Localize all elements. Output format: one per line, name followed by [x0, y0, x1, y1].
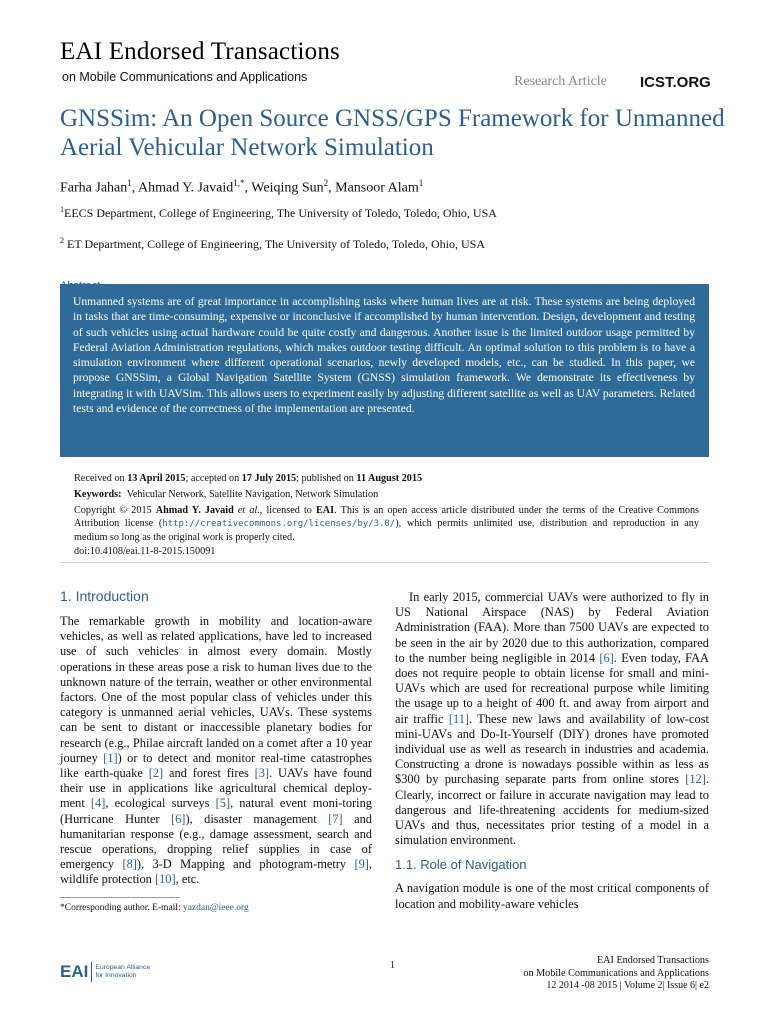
footnote-text: *Corresponding author. E-mail:: [60, 903, 181, 913]
doi-line: [74, 545, 699, 558]
received-line: [74, 472, 699, 485]
body-paragraph: A navigation module is one of the most critical components of location and mobility-aware vehicles: [395, 881, 709, 911]
abstract-text: Unmanned systems are of great importance in accomplishing tasks where human lives are at risk. These systems are being deployed in tasks that are time-consuming, expensive or inconclusive if accomplished by human intervention. Design, development and testing of such vehicles using actual hardware could be quite costly and dangerous. Another issue is the limited outdoor usage permitted by Federal Aviation Administration regulations, which makes outdoor testing difficult. An optimal solution to this problem is to have a simulation environment where different operational scenarios, newly developed models, etc., can be studied. In this paper, we propose GNSSim, a Global Navigation Satellite System (GNSS) simulation framework. We demonstrate its effectiveness by integrating it with UAVSim. This allows users to experiment easily by adjusting different satellite as well as UAV parameters. Related tests and evidence of the correctness of the implementation are presented.: [73, 295, 695, 416]
published-label: ; published on: [296, 473, 354, 484]
citation-link[interactable]: [1]: [103, 750, 118, 765]
keywords-line: [74, 488, 699, 501]
logo-text: European Alliance for Innovation: [95, 963, 151, 979]
citation-link[interactable]: [8]: [122, 857, 137, 872]
author-name: Mansoor Alam: [335, 180, 419, 196]
affiliation: [60, 236, 485, 252]
copyright-licensee: EAI: [316, 505, 335, 516]
copyright-notice: [74, 504, 699, 544]
abstract-box: [60, 284, 709, 457]
email-link[interactable]: yazdan@ieee.org: [182, 903, 249, 913]
author-name: Weiqing Sun: [251, 180, 324, 196]
affiliation-mark: 1: [60, 205, 64, 214]
footer-journal-line: on Mobile Communications and Applications: [523, 968, 709, 979]
journal-title: EAI Endorsed Transactions: [60, 38, 340, 65]
copyright-prefix: Copyright © 2015: [74, 505, 152, 516]
logo-separator: [91, 962, 92, 982]
footnote-divider: [60, 897, 180, 898]
journal-subtitle: on Mobile Communications and Applications: [62, 70, 308, 84]
citation-link[interactable]: [10]: [154, 872, 176, 887]
copyright-end: ), which permits unlimited use, distribution and reproduction in any medium so long as the original work is properly cited.: [74, 518, 699, 543]
article-type: Research Article: [514, 74, 607, 89]
citation-link[interactable]: [5]: [215, 796, 231, 811]
accepted-label: ; accepted on: [185, 473, 240, 484]
footer-issue: 12 2014 -08 2015 | Volume 2| Issue 6| e2: [546, 980, 709, 991]
citation-link[interactable]: [12]: [685, 772, 706, 787]
author-list: Farha Jahan$^1$, Ahmad Y. Javaid$^{1,*}$, Weiqing Sun$^2$, Mansoor Alam$^1$: [60, 178, 424, 196]
affiliation-text: ET Department, College of Engineering, The University of Toledo, Toledo, Ohio, USA: [67, 237, 486, 251]
paper-title: GNSSim: An Open Source GNSS/GPS Framework for Unmanned Aerial Vehicular Network Simulation: [60, 105, 725, 161]
author-affil-mark: 1: [418, 178, 424, 188]
citation-link[interactable]: [11]: [448, 711, 470, 726]
citation-link[interactable]: [3]: [254, 766, 270, 781]
copyright-etal: et al.: [237, 505, 260, 516]
page-number: 1: [390, 960, 395, 971]
license-link[interactable]: http://creativecommons.org/licenses/by/3.0/: [162, 519, 396, 529]
footnote: [60, 903, 249, 913]
subsection-heading: 1.1. Role of Navigation: [395, 857, 527, 873]
citation-link[interactable]: [6]: [170, 811, 186, 826]
citation-link[interactable]: [6]: [599, 650, 614, 665]
affiliation: [60, 205, 497, 221]
author-affil-mark: 1: [127, 178, 132, 188]
received-date: 13 April 2015: [127, 473, 186, 484]
citation-link[interactable]: [9]: [354, 857, 369, 872]
keywords-text: Vehicular Network, Satellite Navigation, Network Simulation: [126, 489, 379, 500]
affiliation-mark: 2: [60, 236, 64, 245]
published-date: 11 August 2015: [356, 473, 423, 484]
publisher-link[interactable]: ICST.ORG: [640, 74, 711, 91]
received-label: Received on: [74, 473, 125, 484]
author-affil-mark: 1,*: [233, 178, 245, 188]
author-affil-mark: 2: [323, 178, 329, 188]
eai-logo: [60, 961, 150, 982]
left-column: [60, 588, 372, 888]
right-column: [395, 590, 709, 912]
footer-journal-line: EAI Endorsed Transactions: [596, 955, 709, 966]
author-name: Farha Jahan: [60, 180, 128, 196]
copyright-licensed: , licensed to: [259, 505, 312, 516]
affiliation-text: EECS Department, College of Engineering, The University of Toledo, Toledo, Ohio, USA: [64, 206, 497, 220]
body-paragraph: In early 2015, commercial UAVs were authorized to fly in US National Airspace (NAS) by Federal Aviation Administration (FAA). More than 7500 UAVs are expected to be seen in the air by 2020 due to this authorization, compared to the number being negligible in 2014 [6]. Even today, FAA does not require people to obtain license for small and mini-UAVs which are used for recreational purpose while limiting the usage up to a height of 400 ft. and away from airport and air traffic [11]. These new laws and availability of low-cost mini-UAVs and Do-It-Yourself (DIY) drones have promoted individual use as well as research in industries and academia. Constructing a drone is nowadays possible within as less as $300 by purchasing separate parts from online stores [12]. Clearly, incorrect or failure in accurate navigation may lead to dangerous and life-threatening accidents for medium-sized UAVs and thus, necessitates prior testing of a model in a simulation environment.: [395, 590, 709, 848]
doi-value[interactable]: 10.4108/eai.11-8-2015.150091: [89, 546, 216, 557]
author-name: Ahmad Y. Javaid: [138, 180, 234, 196]
accepted-date: 17 July 2015: [241, 473, 297, 484]
keywords-label: Keywords:: [74, 489, 122, 500]
copyright-holder: Ahmad Y. Javaid: [155, 505, 234, 516]
logo-mark: EAI: [60, 961, 89, 981]
body-paragraph: The remarkable growth in mobility and location-aware vehicles, as well as related applications, have led to increased use of such vehicles in almost every domain. Mostly operations in these areas pose a risk to human lives due to the unknown nature of the terrain, weather or other environmental factors. One of the most popular class of vehicles under this category is unmanned aerial vehicles, UAVs. These systems can be sent to distant or inaccessible planetary bodies for research (e.g., Philae aircraft landed on a comet after a 10 year journey [1]) or to detect and monitor real-time catastrophes like earth-quake [2] and forest fires [3]. UAVs have found their use in applications like agricultural chemical deploy-ment [4], ecological surveys [5], natural event moni-toring (Hurricane Hunter [6]), disaster management [7] and humanitarian response (e.g., damage assessment, search and rescue operations, dropping relief supplies in case of emergency [8]), 3-D Mapping and photogram-metry [9], wildlife protection [10], etc.: [60, 614, 373, 887]
citation-link[interactable]: [7]: [328, 811, 343, 826]
citation-link[interactable]: [2]: [148, 766, 164, 781]
doi-label: doi:: [74, 546, 90, 557]
divider: [60, 562, 709, 563]
footer-journal: [480, 954, 709, 980]
section-heading: 1. Introduction: [60, 588, 149, 604]
citation-link[interactable]: [4]: [90, 796, 106, 811]
copyright-mid: . This is an open access article distributed under the terms of the Creative Commons Attribution license (: [74, 505, 700, 529]
